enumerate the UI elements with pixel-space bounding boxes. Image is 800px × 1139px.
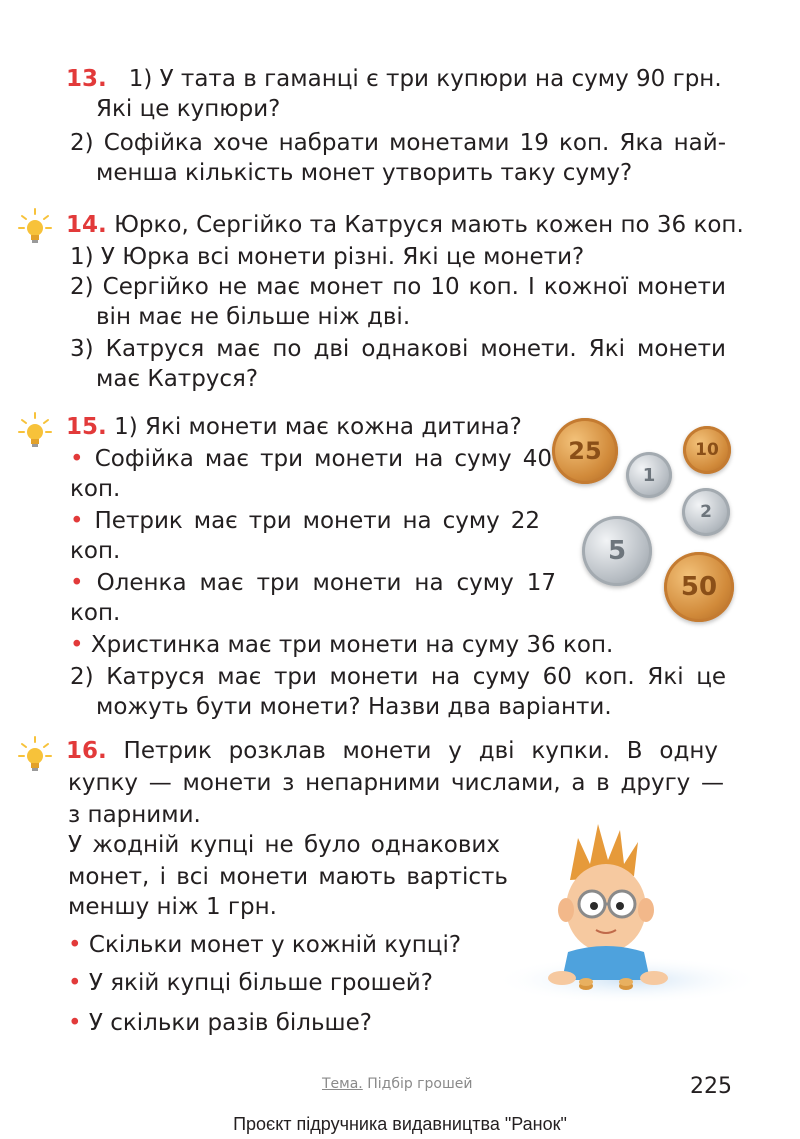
ex14-line-1	[66, 210, 744, 240]
ex14-text: Юрко, Сергійко та Катруся мають кожен по 36 коп.	[114, 212, 744, 238]
ex15-bullet-4	[70, 630, 613, 660]
footer-topic	[322, 1076, 473, 1092]
ex15-bullet-1-cont: коп.	[70, 476, 121, 502]
bullet: •	[70, 632, 84, 658]
exercise-number: 15.	[66, 414, 107, 440]
bullet-text: Христинка має три монети на суму 36 коп.	[90, 632, 614, 658]
ex16-line-1	[66, 736, 718, 766]
ex14-line-6: має Катруся?	[96, 366, 259, 392]
ex13-text: 1) У тата в гаманці є три купюри на суму 90 грн.	[128, 66, 722, 92]
ex16-line-5: монет, і всі монети мають вартість	[68, 864, 508, 890]
ex15-text: 1) Які монети має кожна дитина?	[114, 414, 522, 440]
ex15-line-3: можуть бути монети? Назви два варіанти.	[96, 694, 612, 720]
ex14-line-3: 2) Сергійко не має монет по 10 коп. І кожної монети	[70, 274, 726, 300]
ex16-text: Петрик розклав монети у дві купки. В одну	[123, 738, 718, 764]
ex15-bullet-3-cont: коп.	[70, 600, 121, 626]
exercise-number: 14.	[66, 212, 107, 238]
ex16-line-2: купку — монети з непарними числами, а в другу —	[68, 770, 724, 796]
coin-10-image: 10	[683, 426, 731, 474]
question-text: Скільки монет у кожній купці?	[88, 932, 462, 958]
ex16-line-3: з парними.	[68, 802, 201, 828]
question-text: У скільки разів більше?	[88, 1010, 372, 1036]
topic-text: Підбір грошей	[367, 1076, 473, 1092]
ex16-question-3	[68, 1008, 372, 1038]
ex15-bullet-3	[70, 568, 556, 598]
bullet-text: Петрик має три монети на суму 22	[94, 508, 540, 534]
ex15-bullet-2-cont: коп.	[70, 538, 121, 564]
bullet: •	[68, 970, 82, 996]
coin-1-image: 1	[626, 452, 672, 498]
ex13-line-2: Які це купюри?	[96, 96, 281, 122]
coin-2-image: 2	[682, 488, 730, 536]
ex14-line-2: 1) У Юрка всі монети різні. Які це монети?	[70, 244, 585, 270]
publisher-credit: Проєкт підручника видавництва "Ранок"	[233, 1114, 567, 1134]
page-number: 225	[690, 1074, 732, 1099]
coin-25-image: 25	[552, 418, 618, 484]
boy-illustration	[478, 820, 760, 1016]
lightbulb-icon	[18, 412, 52, 452]
question-text: У якій купці більше грошей?	[88, 970, 433, 996]
coin-5-image: 5	[582, 516, 652, 586]
ex16-question-1	[68, 930, 461, 960]
bullet-text: Софійка має три монети на суму 40	[94, 446, 553, 472]
lightbulb-icon	[18, 208, 52, 248]
topic-label: Тема.	[322, 1076, 363, 1092]
coin-50-image: 50	[664, 552, 734, 622]
ex15-bullet-2	[70, 506, 540, 536]
ex13-line-4: менша кількість монет утворить таку суму?	[96, 160, 633, 186]
exercise-number: 13.	[66, 66, 107, 92]
ex14-line-5: 3) Катруся має по дві однакові монети. Які монети	[70, 336, 726, 362]
bullet: •	[70, 446, 84, 472]
exercise-number: 16.	[66, 738, 107, 764]
ex15-line-1	[66, 412, 522, 442]
ex15-bullet-1	[70, 444, 552, 474]
bullet: •	[70, 508, 84, 534]
ex16-line-4: У жодній купці не було однакових	[68, 832, 500, 858]
bullet-text: Оленка має три монети на суму 17	[96, 570, 556, 596]
ex13-line-1	[66, 64, 726, 94]
ex14-line-4: він має не більше ніж дві.	[96, 304, 411, 330]
bullet: •	[70, 570, 84, 596]
lightbulb-icon	[18, 736, 52, 776]
bullet: •	[68, 1010, 82, 1036]
bullet: •	[68, 932, 82, 958]
ex16-line-6: меншу ніж 1 грн.	[68, 894, 277, 920]
ex15-line-2: 2) Катруся має три монети на суму 60 коп. Які це	[70, 664, 726, 690]
ex13-line-3: 2) Софійка хоче набрати монетами 19 коп. Яка най-	[70, 130, 726, 156]
ex16-question-2	[68, 968, 433, 998]
